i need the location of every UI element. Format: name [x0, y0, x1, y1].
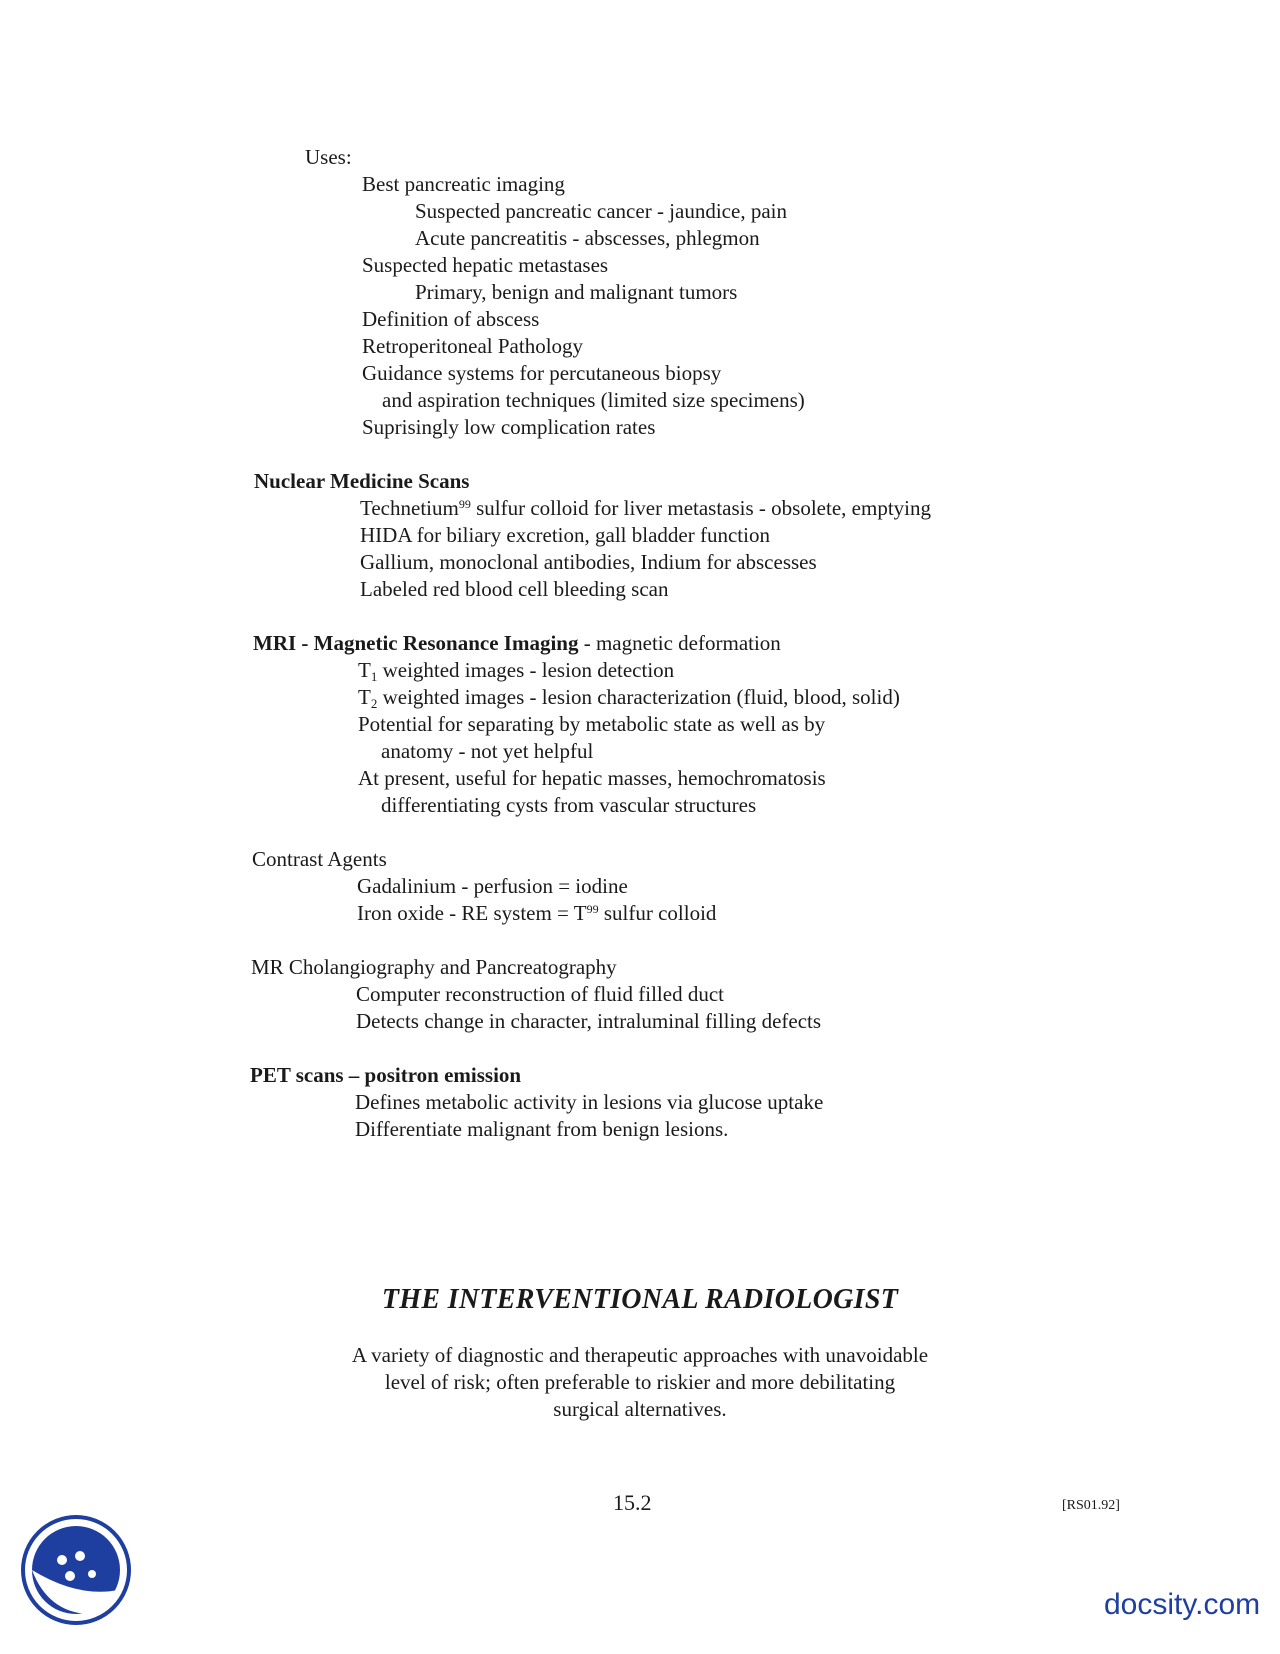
pet-heading: PET scans – positron emission: [250, 1063, 522, 1087]
list-item: Suspected pancreatic cancer - jaundice, pain: [415, 199, 787, 223]
list-item: Computer reconstruction of fluid filled duct: [356, 982, 724, 1006]
list-item: Retroperitoneal Pathology: [362, 334, 584, 358]
iron-oxide-line: [357, 900, 716, 926]
section-paragraph-line: A variety of diagnostic and therapeutic approaches with unavoidable: [351, 1343, 929, 1367]
iron-sup: 99: [586, 902, 599, 916]
technetium-rest: sulfur colloid for liver metastasis - obsolete, emptying: [470, 496, 931, 520]
mri-heading-bold: MRI - Magnetic Resonance Imaging: [253, 631, 579, 655]
list-item: Acute pancreatitis - abscesses, phlegmon: [415, 226, 760, 250]
list-item: anatomy - not yet helpful: [381, 739, 594, 763]
list-item: Labeled red blood cell bleeding scan: [360, 577, 669, 601]
technetium-word: Technetium: [360, 496, 459, 520]
nuclear-heading: Nuclear Medicine Scans: [254, 469, 470, 493]
reference-code: [RS01.92]: [1062, 1498, 1120, 1513]
t1-line: [358, 657, 674, 686]
gadolinium-line: Gadalinium - perfusion = iodine: [357, 874, 628, 898]
iron-rest: sulfur colloid: [598, 901, 717, 925]
list-item: Differentiate malignant from benign lesions.: [355, 1117, 729, 1141]
list-item: Suprisingly low complication rates: [362, 415, 656, 439]
list-item: differentiating cysts from vascular structures: [381, 793, 757, 817]
list-item: Guidance systems for percutaneous biopsy: [362, 361, 722, 385]
section-title: THE INTERVENTIONAL RADIOLOGIST: [381, 1284, 899, 1315]
list-item: Primary, benign and malignant tumors: [415, 280, 738, 304]
mri-heading: [253, 630, 781, 656]
t2-letter: T: [358, 685, 371, 709]
list-item: and aspiration techniques (limited size specimens): [382, 388, 805, 412]
t1-rest: weighted images - lesion detection: [377, 658, 675, 682]
list-item: Gallium, monoclonal antibodies, Indium for abscesses: [360, 550, 817, 574]
uses-heading: Uses:: [305, 145, 352, 169]
docsity-logo-icon[interactable]: [18, 1512, 134, 1628]
list-item: Best pancreatic imaging: [362, 172, 565, 196]
list-item: Detects change in character, intraluminal filling defects: [356, 1009, 822, 1033]
list-item: Suspected hepatic metastases: [362, 253, 609, 277]
t1-letter: T: [358, 658, 371, 682]
t2-sub: 2: [370, 696, 378, 711]
iron-pre: Iron oxide - RE system = T: [357, 901, 587, 925]
mri-heading-rest: - magnetic deformation: [578, 631, 781, 655]
t2-line: [358, 684, 900, 713]
page-number: 15.2: [613, 1490, 652, 1515]
section-paragraph-line: surgical alternatives.: [553, 1397, 727, 1421]
list-item: At present, useful for hepatic masses, hemochromatosis: [358, 766, 826, 790]
technetium-sup: 99: [458, 497, 471, 511]
list-item: Potential for separating by metabolic state as well as by: [358, 712, 826, 736]
section-paragraph-line: level of risk; often preferable to riskier and more debilitating: [384, 1370, 896, 1394]
t1-sub: 1: [370, 669, 378, 684]
mrcp-heading: MR Cholangiography and Pancreatography: [251, 955, 617, 979]
docsity-brand-link[interactable]: docsity.com: [1104, 1588, 1261, 1621]
contrast-heading: Contrast Agents: [252, 847, 387, 871]
list-item: HIDA for biliary excretion, gall bladder function: [360, 523, 770, 547]
list-item: Defines metabolic activity in lesions via glucose uptake: [355, 1090, 824, 1114]
list-item: Definition of abscess: [362, 307, 540, 331]
technetium-line: [360, 495, 931, 521]
t2-rest: weighted images - lesion characterization (fluid, blood, solid): [377, 685, 900, 709]
